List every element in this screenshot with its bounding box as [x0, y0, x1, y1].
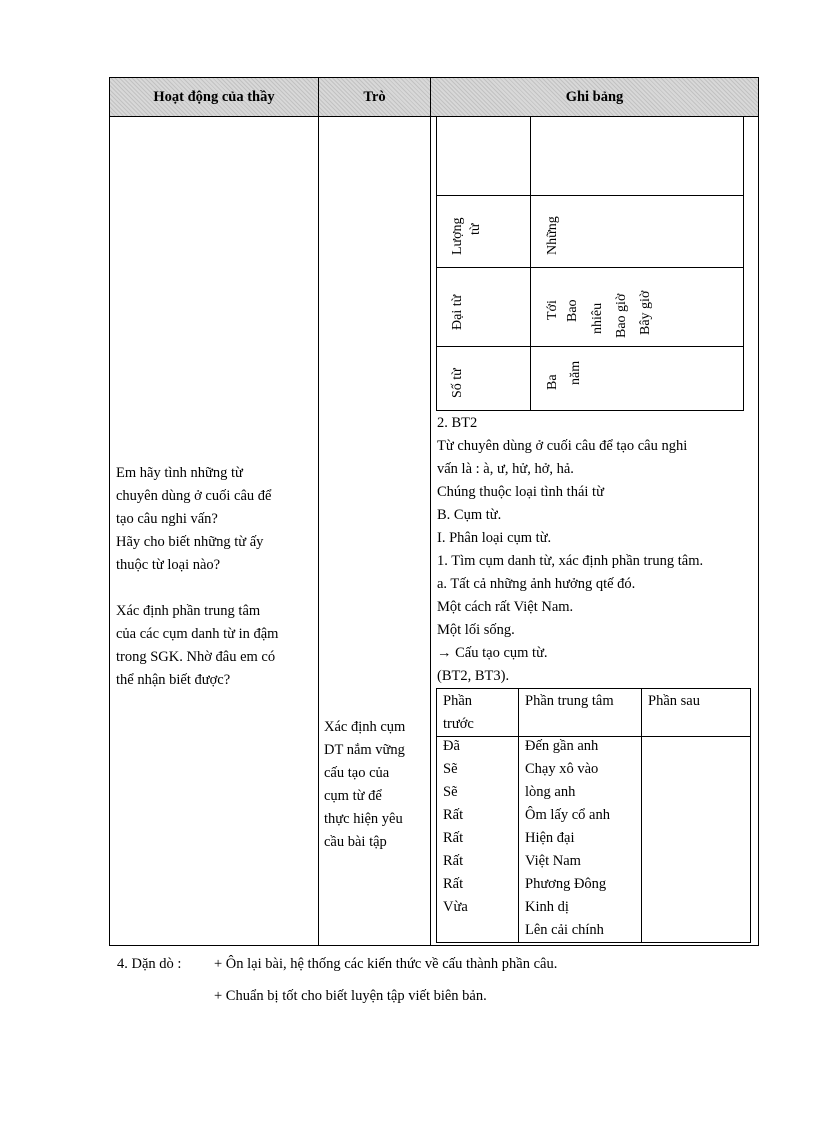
student-line: thực hiện yêu: [324, 811, 403, 827]
column-divider-1: [318, 77, 319, 946]
teacher-line: thuộc từ loại nào?: [116, 557, 221, 573]
student-line: cầu bài tập: [324, 834, 387, 850]
word-table-word: Tới: [545, 300, 560, 320]
phrase-center-item: lòng anh: [525, 784, 576, 800]
board-notes: [437, 412, 757, 688]
teacher-line: Hãy cho biết những từ ấy: [116, 534, 264, 550]
teacher-line: Em hãy tình những từ: [116, 465, 243, 481]
board-line: B. Cụm từ.: [437, 507, 502, 523]
word-table-label: Số từ: [450, 368, 465, 398]
phrase-before-column: [443, 735, 468, 919]
word-table-divider: [530, 117, 531, 411]
board-line: Từ chuyên dùng ở cuối câu để tạo câu nghi: [437, 438, 688, 454]
student-line: cấu tạo của: [324, 765, 390, 781]
student-line: Xác định cụm: [324, 719, 406, 735]
table-border-top: [109, 77, 759, 78]
phrase-center-item: Chạy xô vào: [525, 761, 599, 777]
phrase-before-item: Rất: [443, 807, 464, 823]
student-line: cụm từ để: [324, 788, 382, 804]
header-board: [431, 78, 758, 116]
word-table-label: Đại từ: [450, 294, 465, 330]
teacher-line: thể nhận biết được?: [116, 672, 231, 688]
board-line: 1. Tìm cụm danh từ, xác định phần trung tâm.: [437, 553, 704, 569]
phrase-header-before: Phần trước: [443, 693, 474, 732]
phrase-before-item: Rất: [443, 830, 464, 846]
phrase-center-item: Hiện đại: [525, 830, 575, 846]
phrase-header-after: Phần sau: [648, 693, 700, 709]
word-table-row-line: [436, 410, 744, 411]
phrase-header-center: Phần trung tâm: [525, 693, 614, 709]
phrase-table-divider: [641, 688, 642, 943]
board-line: Một lối sống.: [437, 622, 515, 638]
teacher-questions: [116, 462, 316, 692]
word-table-word: Ba: [545, 374, 560, 390]
homework-line-2: + Chuẩn bị tốt cho biết luyện tập viết biên bản.: [214, 988, 487, 1004]
board-line: (BT2, BT3).: [437, 668, 510, 684]
board-line: Chúng thuộc loại tình thái từ: [437, 484, 604, 500]
phrase-before-item: Đã: [443, 738, 460, 754]
student-line: DT nắm vững: [324, 742, 405, 758]
phrase-center-item: Việt Nam: [525, 853, 581, 869]
word-table-label: Lượng: [450, 217, 465, 255]
teacher-line: chuyên dùng ở cuối câu để: [116, 488, 272, 504]
phrase-table-border: [750, 688, 751, 943]
header-border: [109, 116, 759, 117]
teacher-line: [116, 577, 316, 600]
phrase-center-column: [525, 735, 610, 942]
phrase-center-item: Đến gần anh: [525, 738, 599, 754]
phrase-before-item: Sẽ: [443, 761, 458, 777]
teacher-line: của các cụm danh từ in đậm: [116, 626, 279, 642]
teacher-line: trong SGK. Nhờ đâu em có: [116, 649, 276, 665]
phrase-table-border: [436, 688, 437, 943]
header-board-label: Ghi bảng: [565, 88, 624, 105]
word-table-row-line: [436, 267, 744, 268]
phrase-before-item: Vừa: [443, 899, 468, 915]
word-table-row-line: [436, 195, 744, 196]
word-table-word: nhiêu: [590, 302, 605, 334]
word-table-word: Những: [545, 216, 560, 255]
phrase-center-item: Ôm lấy cổ anh: [525, 807, 610, 823]
header-student-label: Trò: [363, 88, 386, 105]
word-table-border: [436, 117, 437, 411]
teacher-line: Xác định phần trung tâm: [116, 603, 261, 619]
table-border-right: [758, 77, 759, 946]
header-teacher-label: Hoạt động của thầy: [153, 88, 275, 105]
phrase-center-item: Phương Đông: [525, 876, 607, 892]
homework-line-1: + Ôn lại bài, hệ thống các kiến thức về cấu thành phần câu.: [214, 956, 558, 972]
phrase-before-item: Rất: [443, 876, 464, 892]
phrase-center-item: Kinh dị: [525, 899, 569, 915]
table-border-bottom: [109, 945, 759, 946]
phrase-table-border-bottom: [436, 942, 751, 943]
student-text: [324, 716, 428, 854]
word-table-word: Bao giờ: [614, 293, 629, 338]
homework-label: 4. Dặn dò :: [117, 956, 182, 972]
board-line: a. Tất cả những ảnh hưởng qtế đó.: [437, 576, 636, 592]
table-border-left: [109, 77, 110, 946]
board-line: 2. BT2: [437, 415, 478, 431]
column-divider-2: [430, 77, 431, 946]
phrase-table-divider: [518, 688, 519, 943]
header-teacher: [110, 78, 318, 116]
word-table-word: Bây giờ: [638, 290, 653, 335]
word-table-word: Bao: [565, 299, 580, 322]
word-table-label: từ: [468, 223, 483, 235]
phrase-table-border-top: [436, 688, 751, 689]
header-student: [319, 78, 430, 116]
board-line: → Cấu tạo cụm từ.: [437, 645, 548, 661]
phrase-before-item: Sẽ: [443, 784, 458, 800]
word-table-row-line: [436, 346, 744, 347]
word-table-border: [743, 117, 744, 411]
word-table-word: năm: [568, 360, 583, 385]
board-line: vấn là : à, ư, hử, hở, hả.: [437, 461, 574, 477]
board-line: I. Phân loại cụm từ.: [437, 530, 552, 546]
board-line: Một cách rất Việt Nam.: [437, 599, 574, 615]
teacher-line: tạo câu nghi vấn?: [116, 511, 218, 527]
phrase-center-item: Lên cải chính: [525, 922, 604, 938]
phrase-before-item: Rất: [443, 853, 464, 869]
